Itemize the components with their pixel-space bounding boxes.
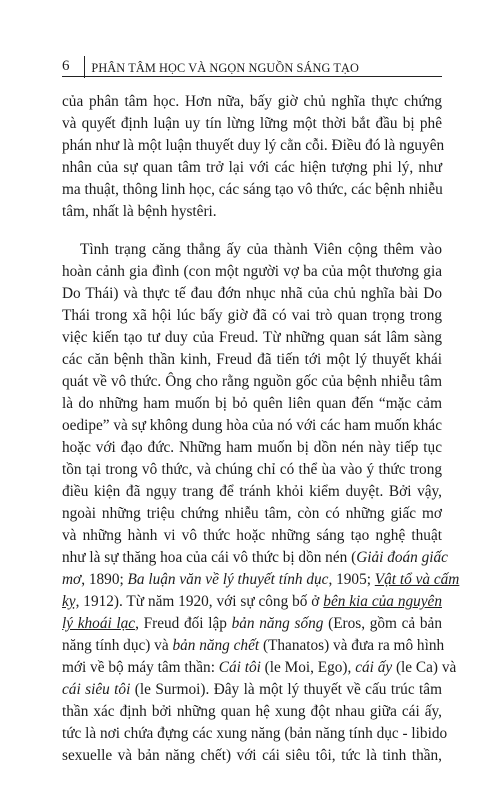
text-run: , 1905; — [328, 571, 375, 588]
text-line: oedipe” và sự không dung hòa của nó với các ham muốn khác — [62, 417, 442, 434]
text-line: sexuelle và bản năng chết) với cái siêu tôi, tức là tinh thần, — [62, 747, 442, 764]
work-title: lý khoái lạc — [62, 615, 136, 632]
work-title: Vật tổ và cấm — [374, 571, 460, 588]
text-line — [62, 657, 457, 679]
text-line: tức là nơi chứa đựng các xung năng (bản năng tính dục - libido — [62, 725, 448, 742]
work-title: kỵ — [62, 593, 76, 610]
paragraph-1 — [62, 91, 445, 223]
text-line — [62, 547, 448, 569]
text-line: thần xác định bởi những quan hệ xung đột nhau giữa cái ấy, — [62, 703, 442, 720]
text-line: việc kiến tạo tư duy của Freud. Từ những quan sát lâm sàng — [62, 329, 442, 346]
term: bản năng sống — [231, 615, 324, 632]
work-title: Ba luận văn về lý thuyết tính dục — [127, 571, 329, 588]
text-line: quát về vô thức. Ông cho rằng nguồn gốc của bệnh nhiễu tâm — [62, 373, 442, 390]
term: cái ấy — [355, 659, 393, 676]
work-title: Giải đoán giấc — [356, 549, 448, 566]
text-run: (Thanatos) và đưa ra mô hình — [259, 637, 445, 654]
text-line: hoặc với đạo đức. Những ham muốn bị dồn nén này tiếp tục — [62, 439, 442, 456]
text-run: , 1912). Từ năm 1920, với sự công bố ở — [75, 593, 324, 610]
text-run: (le Ca) và — [392, 659, 457, 676]
text-run: như là sự thăng hoa của cái vô thức bị dồn nén ( — [62, 549, 357, 566]
text-line — [62, 591, 442, 613]
text-line: các căn bệnh thần kinh, Freud đã tiến tới một lý thuyết khái — [62, 351, 442, 368]
running-header — [62, 52, 442, 77]
text-line: Do Thái) và thực tế đau đớn nhục nhã của chủ nghĩa bài Do — [62, 285, 442, 302]
text-line — [62, 635, 445, 657]
running-title: PHÂN TÂM HỌC VÀ NGỌN NGUỒN SÁNG TẠO — [91, 60, 359, 75]
text-run: (le Moi, Ego), — [260, 659, 356, 676]
work-title: mơ — [62, 571, 82, 588]
text-line: và những hành vi vô thức hoặc những sáng tạo nghệ thuật — [62, 527, 442, 544]
text-line: Thái trong xã hội lúc bấy giờ đã có vai trò quan trọng trong — [62, 307, 442, 324]
header-divider — [84, 56, 85, 78]
text-run: , 1890; — [81, 571, 128, 588]
term: Cái tôi — [218, 659, 261, 676]
text-line: là do những ham muốn bị bỏ quên liên quan đến “mặc cảm — [62, 395, 442, 412]
term: bản năng chết — [172, 637, 260, 654]
text-line: tâm, nhất là bệnh hystêri. — [62, 203, 217, 220]
text-line: và quyết định luận uy tín lừng lững một thời bắt đầu bị phê — [62, 115, 442, 132]
text-line: điều kiện đã ngụy trang để tránh khỏi kiểm duyệt. Bởi vậy, — [62, 483, 442, 500]
text-run: (Eros, gồm cả bản — [323, 615, 442, 632]
text-line: hoàn cảnh gia đình (con một người vợ ba của một thương gia — [62, 263, 442, 280]
text-line — [62, 613, 442, 635]
page-number: 6 — [62, 58, 70, 74]
text-line: Tình trạng căng thẳng ấy của thành Viên cộng thêm vào — [80, 241, 442, 258]
text-line: ngoài những triệu chứng nhiễu tâm, còn có những giấc mơ — [62, 505, 442, 522]
text-line: ma thuật, thông linh học, các sáng tạo vô thức, các bệnh nhiễu — [62, 181, 443, 198]
text-run: (le Surmoi). Đây là một lý thuyết về cấu trúc tâm — [130, 681, 442, 698]
text-run: năng tính dục) và — [62, 637, 173, 654]
body-text — [62, 91, 460, 767]
paragraph-2 — [62, 239, 460, 767]
text-run: mới về bộ máy tâm thần: — [62, 659, 219, 676]
text-line: tồn tại trong vô thức, và chúng chỉ có thể ùa vào ý thức trong — [62, 461, 442, 478]
book-page — [62, 52, 460, 767]
text-line: của phân tâm học. Hơn nữa, bấy giờ chủ nghĩa thực chứng — [62, 93, 442, 110]
text-line — [62, 679, 442, 701]
work-title: bên kia của nguyên — [323, 593, 442, 610]
text-line: nhân của sự quan tâm trở lại với các hiện tượng phi lý, như — [62, 159, 442, 176]
text-line: phán như là một luận thuyết duy lý cằn cỗi. Điều đó là nguyên — [62, 137, 445, 154]
text-line — [62, 569, 460, 591]
term: cái siêu tôi — [62, 681, 131, 698]
text-run: , Freud đối lập — [135, 615, 232, 632]
